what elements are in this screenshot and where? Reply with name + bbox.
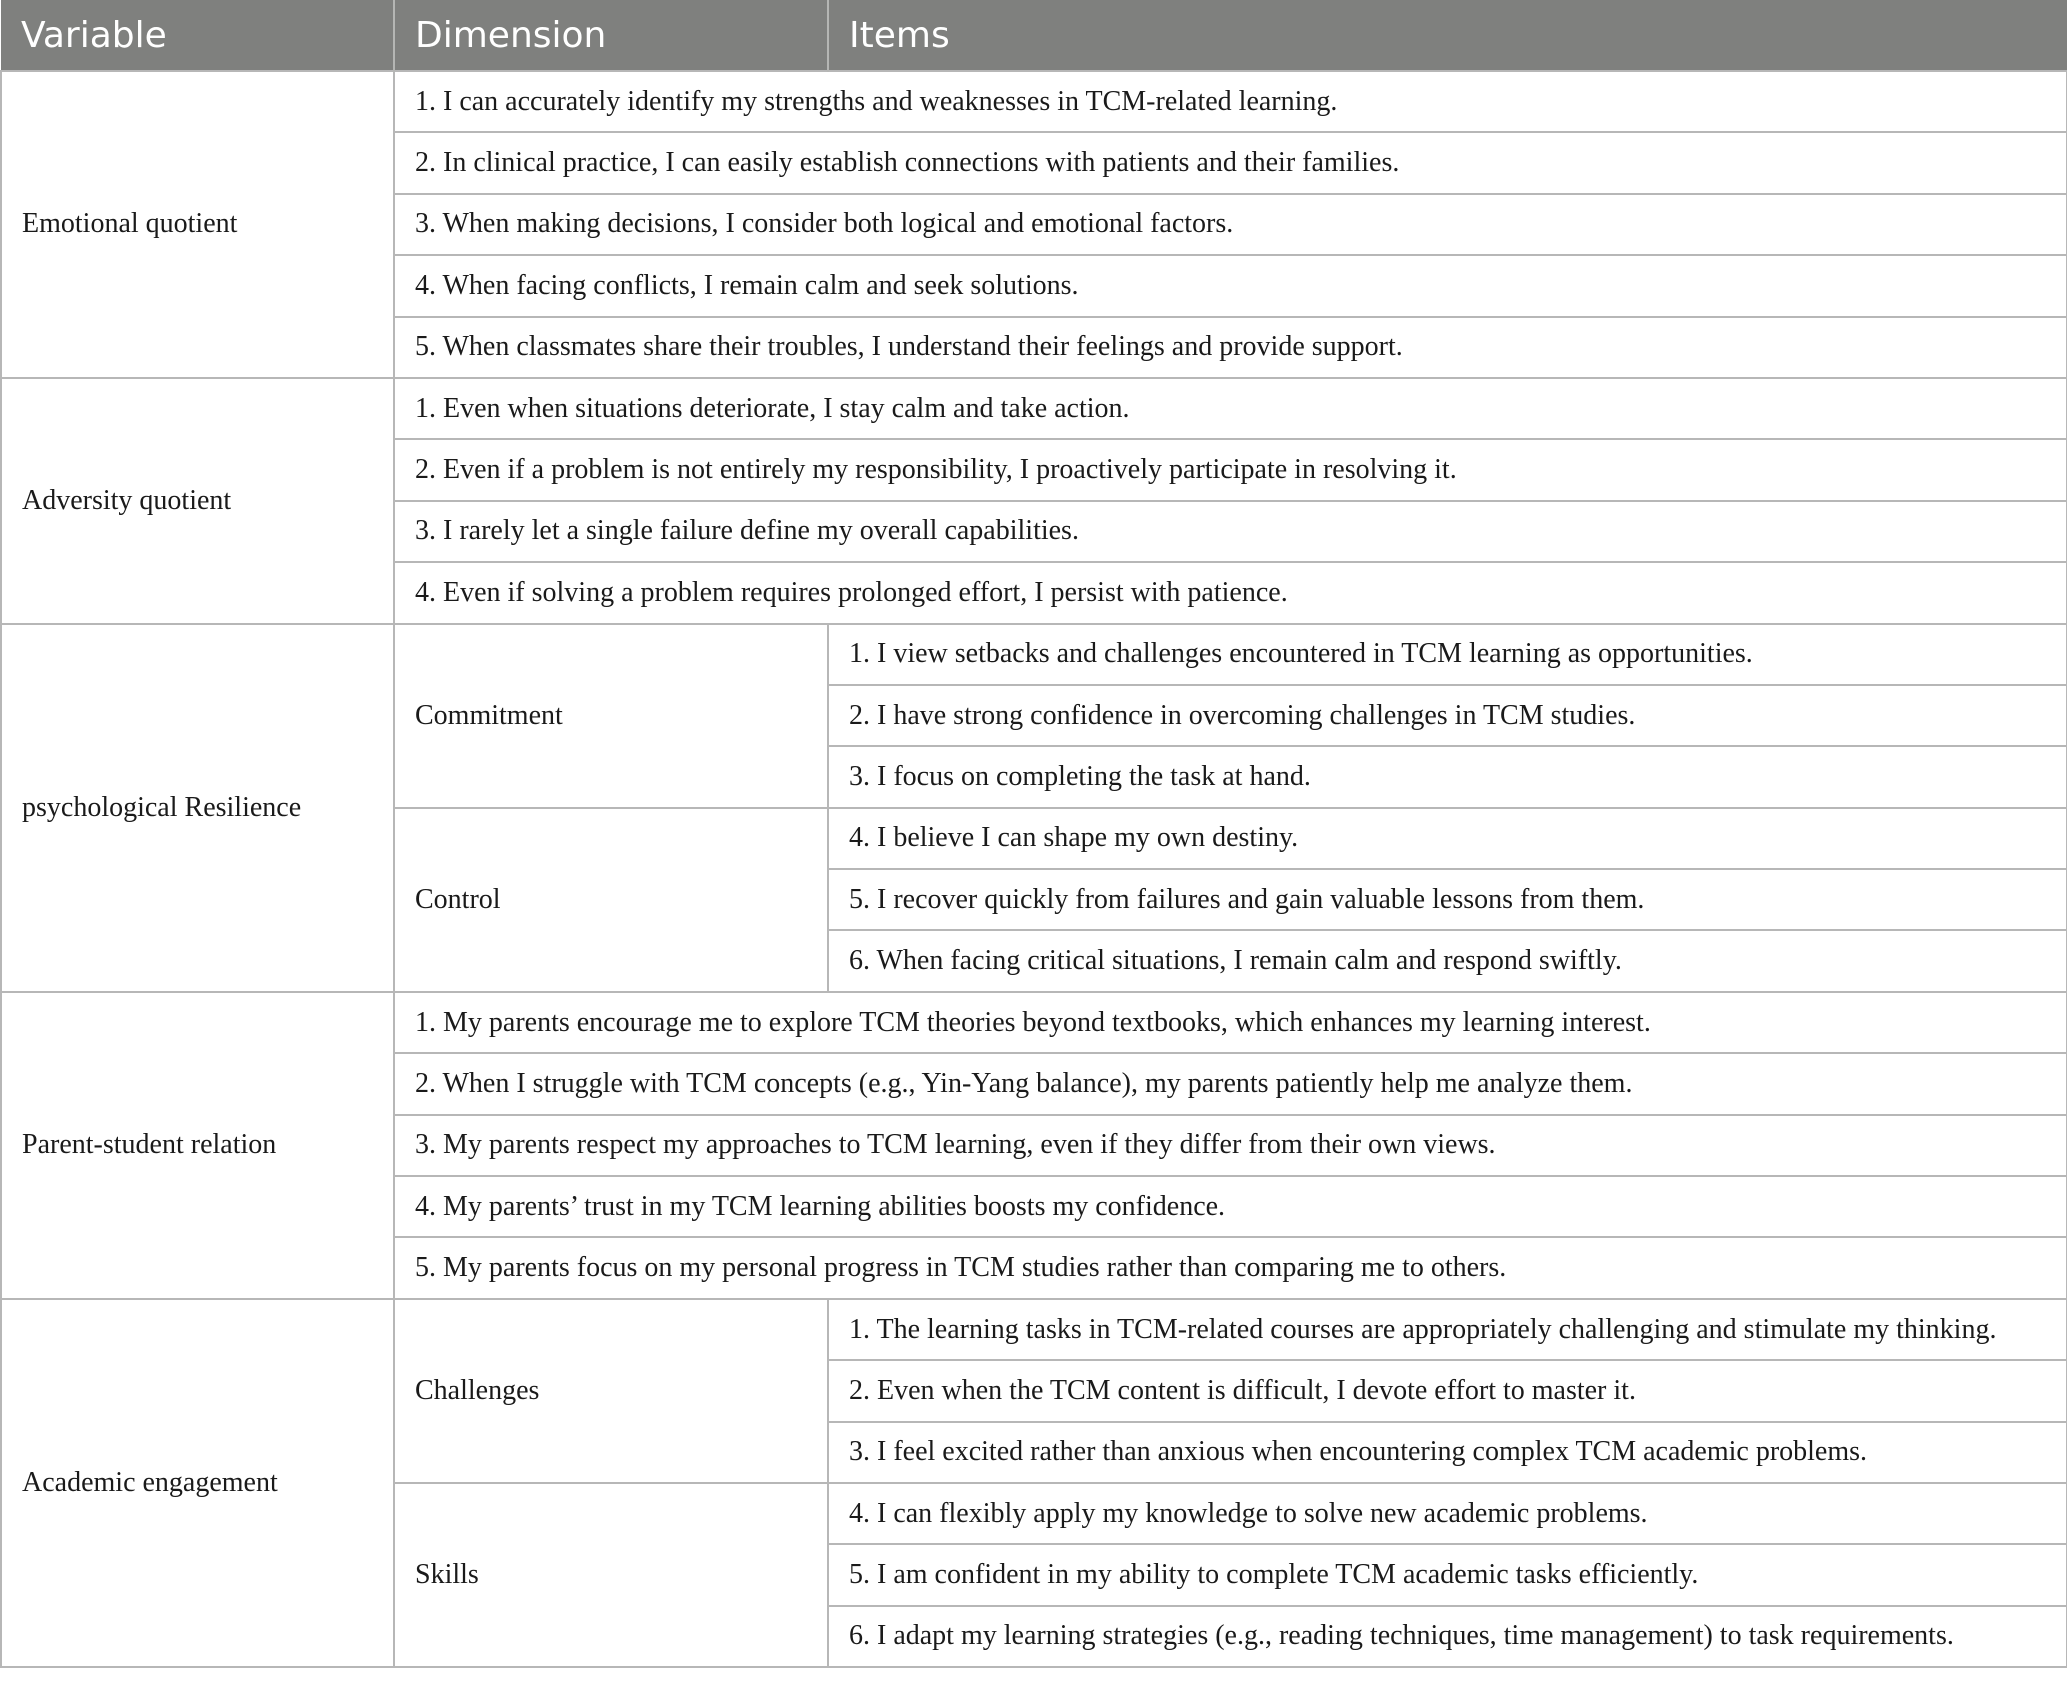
item-cell: 3. I focus on completing the task at hand. xyxy=(828,746,2067,807)
item-cell: 1. I view setbacks and challenges encountered in TCM learning as opportunities. xyxy=(828,624,2067,685)
item-cell: 3. When making decisions, I consider both logical and emotional factors. xyxy=(394,194,2067,255)
item-cell: 4. My parents’ trust in my TCM learning abilities boosts my confidence. xyxy=(394,1176,2067,1237)
variable-cell: Emotional quotient xyxy=(1,71,394,378)
table-header xyxy=(1,0,2067,71)
item-cell: 3. I feel excited rather than anxious when encountering complex TCM academic problems. xyxy=(828,1422,2067,1483)
header-variable: Variable xyxy=(1,0,394,71)
item-cell: 6. When facing critical situations, I remain calm and respond swiftly. xyxy=(828,930,2067,991)
item-cell: 5. I recover quickly from failures and gain valuable lessons from them. xyxy=(828,869,2067,930)
item-cell: 4. I can flexibly apply my knowledge to solve new academic problems. xyxy=(828,1483,2067,1544)
variable-cell: Adversity quotient xyxy=(1,378,394,624)
dimension-cell: Challenges xyxy=(394,1299,828,1483)
item-cell: 4. Even if solving a problem requires prolonged effort, I persist with patience. xyxy=(394,562,2067,623)
table-row xyxy=(1,624,2067,685)
item-cell: 5. When classmates share their troubles, I understand their feelings and provide support. xyxy=(394,317,2067,378)
header-dimension: Dimension xyxy=(394,0,828,71)
item-cell: 2. Even when the TCM content is difficult, I devote effort to master it. xyxy=(828,1360,2067,1421)
variable-cell: psychological Resilience xyxy=(1,624,394,992)
table-body xyxy=(1,71,2067,1667)
item-cell: 2. Even if a problem is not entirely my responsibility, I proactively participate in resolving it. xyxy=(394,439,2067,500)
item-cell: 2. In clinical practice, I can easily establish connections with patients and their families. xyxy=(394,132,2067,193)
item-cell: 1. The learning tasks in TCM-related courses are appropriately challenging and stimulate my thinking. xyxy=(828,1299,2067,1360)
variable-cell: Academic engagement xyxy=(1,1299,394,1667)
variable-cell: Parent-student relation xyxy=(1,992,394,1299)
table-row xyxy=(1,71,2067,132)
table-row xyxy=(1,992,2067,1053)
item-cell: 4. I believe I can shape my own destiny. xyxy=(828,808,2067,869)
item-cell: 5. My parents focus on my personal progress in TCM studies rather than comparing me to others. xyxy=(394,1237,2067,1298)
dimension-cell: Skills xyxy=(394,1483,828,1667)
item-cell: 3. My parents respect my approaches to TCM learning, even if they differ from their own views. xyxy=(394,1115,2067,1176)
table-row xyxy=(1,378,2067,439)
item-cell: 2. I have strong confidence in overcoming challenges in TCM studies. xyxy=(828,685,2067,746)
item-cell: 4. When facing conflicts, I remain calm and seek solutions. xyxy=(394,255,2067,316)
item-cell: 6. I adapt my learning strategies (e.g., reading techniques, time management) to task requirements. xyxy=(828,1606,2067,1667)
item-cell: 3. I rarely let a single failure define my overall capabilities. xyxy=(394,501,2067,562)
item-cell: 1. I can accurately identify my strengths and weaknesses in TCM-related learning. xyxy=(394,71,2067,132)
header-row xyxy=(1,0,2067,71)
table-row xyxy=(1,1299,2067,1360)
dimension-cell: Commitment xyxy=(394,624,828,808)
item-cell: 5. I am confident in my ability to complete TCM academic tasks efficiently. xyxy=(828,1544,2067,1605)
item-cell: 2. When I struggle with TCM concepts (e.g., Yin-Yang balance), my parents patiently help me analyze them. xyxy=(394,1053,2067,1114)
item-cell: 1. My parents encourage me to explore TCM theories beyond textbooks, which enhances my learning interest. xyxy=(394,992,2067,1053)
dimension-cell: Control xyxy=(394,808,828,992)
header-items: Items xyxy=(828,0,2067,71)
item-cell: 1. Even when situations deteriorate, I stay calm and take action. xyxy=(394,378,2067,439)
